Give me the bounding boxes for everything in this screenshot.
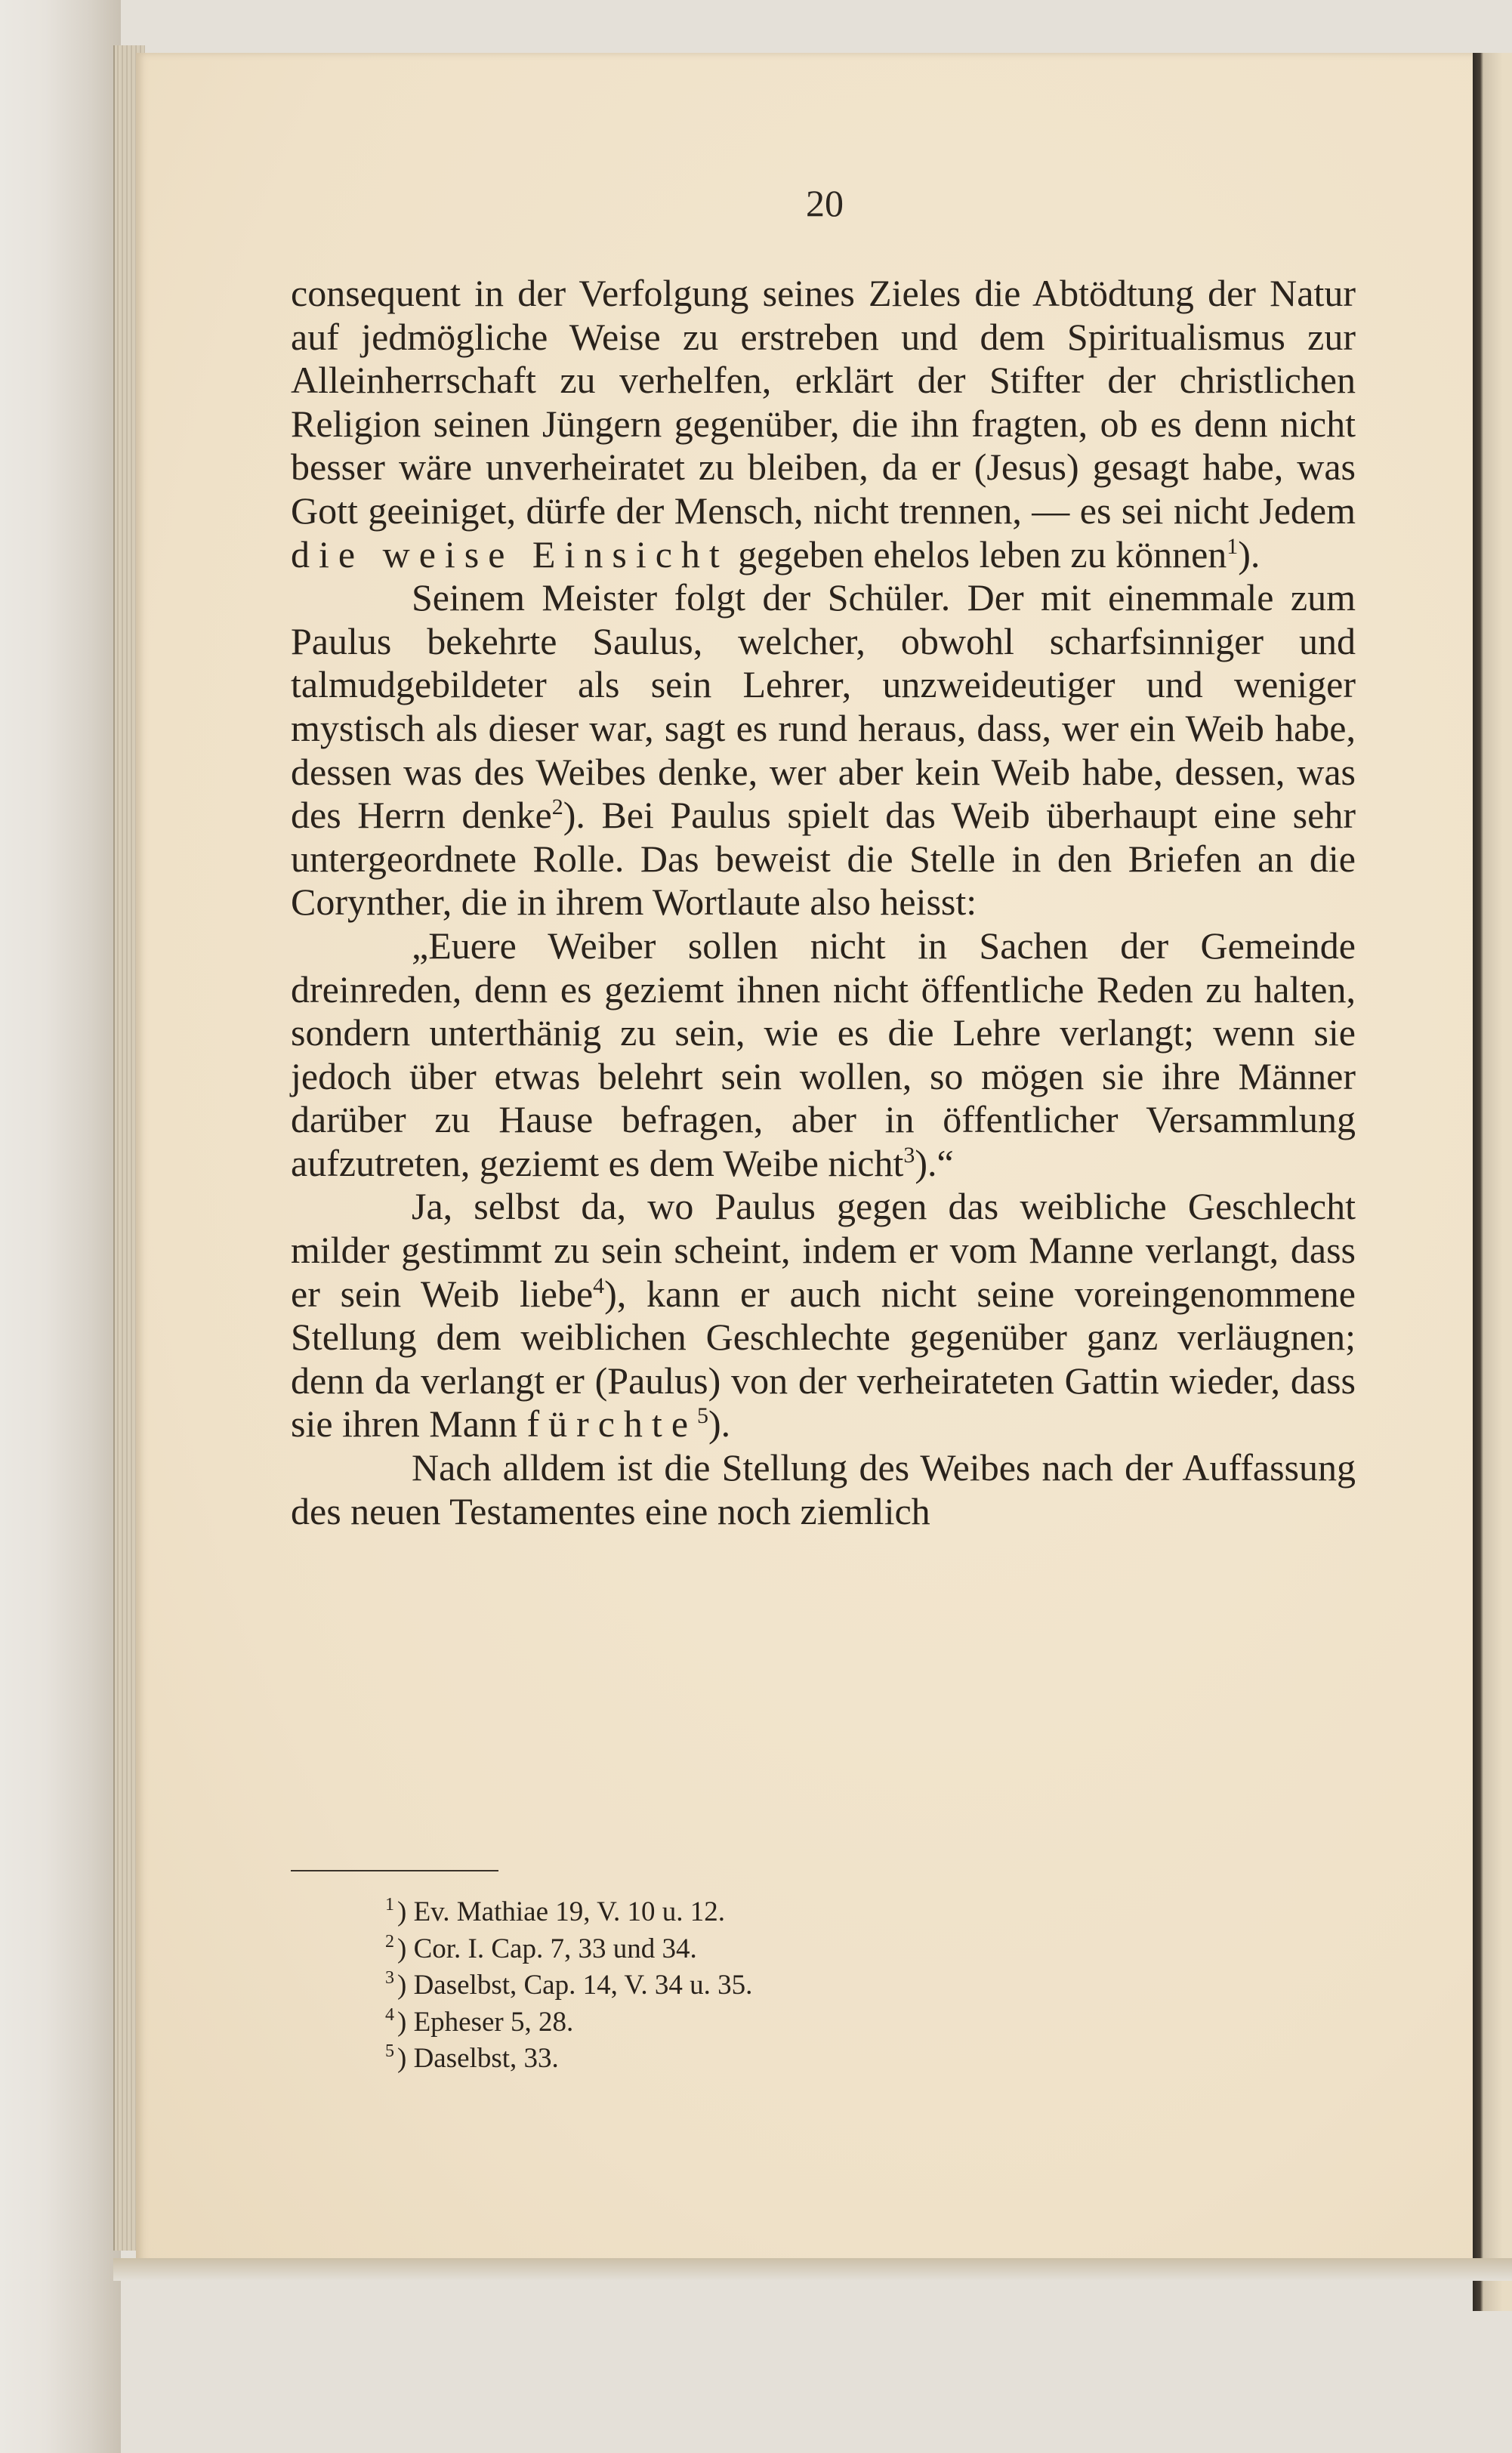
text-segment: „Euere Weiber sollen nicht in Sachen der Gemeinde dreinreden, denn es geziemt ihnen nicht öffentliche Reden zu halten, sondern unterthänig zu sein, wie es die Lehre verlangt; wenn sie jedoch über etwas belehrt sein wollen, so mögen sie ihre Männer darüber zu Hause befragen, aber in öffentlicher Versammlung aufzutreten, geziemt es dem Weibe nicht bbox=[291, 924, 1356, 1184]
footnote-text: ) Epheser 5, 28. bbox=[397, 2006, 574, 2038]
footnote-reference: 4 bbox=[593, 1273, 605, 1298]
paragraph bbox=[291, 1446, 1356, 1533]
page-number: 20 bbox=[806, 182, 844, 224]
text-segment: ), kann er auch nicht seine voreingenommene Stellung dem weiblichen Geschlechte gegenüber ganz verläugnen; denn da verlangt er (Paulus) von der verheirateten Gattin wieder, dass sie ihren Mann bbox=[291, 1272, 1356, 1446]
text-segment: Seinem Meister folgt der Schüler. Der mit einemmale zum Paulus bekehrte Saulus, welcher, obwohl scharfsinniger und talmudgebildeter als sein Lehrer, unzweideutiger und weniger mystisch als dieser war, sagt es rund heraus, dass, wer ein Weib habe, dessen was des Weibes denke, wer aber kein Weib habe, dessen, was des Herrn denke bbox=[291, 576, 1356, 837]
footnote-mark: 3 bbox=[385, 1968, 394, 1988]
paragraph bbox=[291, 576, 1356, 924]
text-segment: ). bbox=[708, 1402, 731, 1446]
paragraph bbox=[291, 272, 1356, 576]
text-segment: gegeben ehelos leben zu können bbox=[728, 532, 1227, 575]
book-bottom-edge bbox=[113, 2258, 1512, 2281]
book-right-edge bbox=[1473, 53, 1512, 2311]
text-segment: Ja, selbst da, wo Paulus gegen das weibliche Geschlecht milder gestimmt zu sein scheint, indem er vom Manne verlangt, dass er sein Weib liebe bbox=[291, 1185, 1356, 1315]
footnote-reference: 2 bbox=[551, 795, 563, 820]
footnote bbox=[385, 1894, 752, 1931]
footnote-text: ) Daselbst, 33. bbox=[397, 2043, 559, 2074]
text-segment: ). Bei Paulus spielt das Weib überhaupt eine sehr untergeordnete Rolle. Das beweist die Stelle in den Briefen an die Corynther, die in ihrem Wortlaute also heisst: bbox=[291, 794, 1356, 924]
body-text bbox=[291, 272, 1356, 1533]
footnote-mark: 1 bbox=[385, 1895, 394, 1915]
text-segment: consequent in der Verfolgung seines Zieles die Abtödtung der Natur auf jedmögliche Weise zu erstreben und dem Spiritualismus zur Alleinherrschaft zu verhelfen, erklärt der Stifter der christlichen Religion seinen Jüngern gegenüber, die ihn fragten, ob es denn nicht besser wäre unverheiratet zu bleiben, da er (Jesus) gesagt habe, was Gott geeiniget, dürfe der Mensch, nicht trennen, — es sei nicht Jedem bbox=[291, 272, 1356, 532]
footnote-reference: 3 bbox=[903, 1142, 915, 1168]
paragraph bbox=[291, 924, 1356, 1186]
footnote-text: ) Daselbst, Cap. 14, V. 34 u. 35. bbox=[397, 1970, 753, 2001]
footnote-mark: 2 bbox=[385, 1931, 394, 1952]
text-segment: Nach alldem ist die Stellung des Weibes nach der Auffassung des neuen Testamentes eine noch ziemlich bbox=[291, 1446, 1356, 1532]
footnote-mark: 4 bbox=[385, 2004, 394, 2025]
footnote-divider bbox=[291, 1870, 498, 1871]
text-segment: ). bbox=[1238, 532, 1261, 575]
footnote-reference: 1 bbox=[1227, 533, 1239, 559]
footnote-text: ) Ev. Mathiae 19, V. 10 u. 12. bbox=[397, 1896, 726, 1927]
footnote-text: ) Cor. I. Cap. 7, 33 und 34. bbox=[397, 1933, 697, 1964]
footnote bbox=[385, 1931, 752, 1968]
footnotes bbox=[385, 1894, 752, 2078]
text-segment: ).“ bbox=[915, 1141, 954, 1184]
emphasized-text: die weise Einsicht bbox=[291, 532, 729, 575]
paragraph bbox=[291, 1185, 1356, 1446]
footnote-mark: 5 bbox=[385, 2041, 394, 2061]
scan-background bbox=[0, 0, 121, 2453]
footnote bbox=[385, 2004, 752, 2041]
footnote bbox=[385, 2041, 752, 2078]
emphasized-text: fürchte bbox=[526, 1402, 698, 1446]
footnote bbox=[385, 1967, 752, 2004]
footnote-reference: 5 bbox=[697, 1403, 709, 1429]
